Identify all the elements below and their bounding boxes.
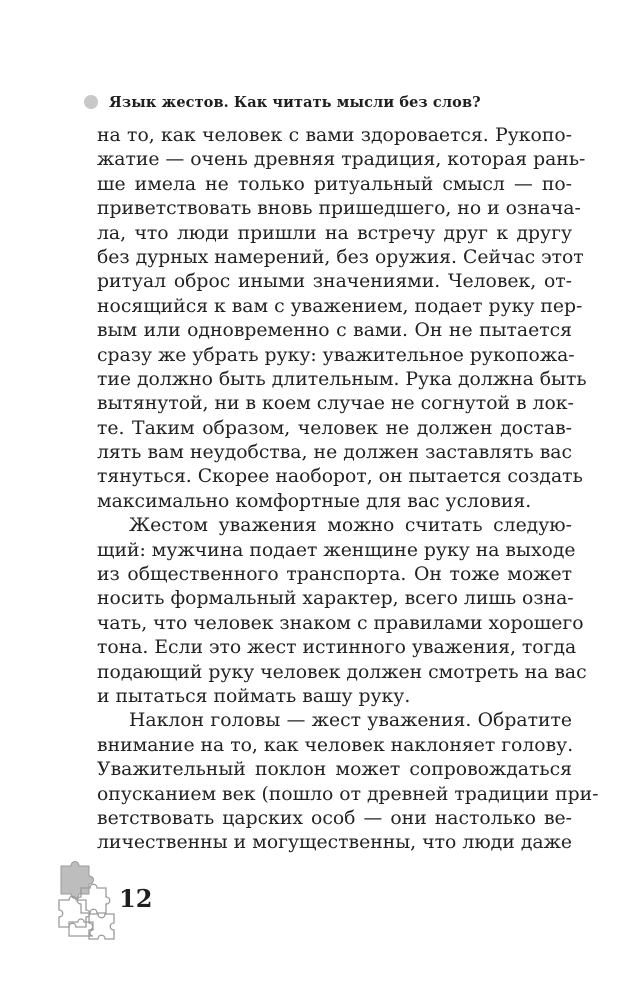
text-line: внимание на то, как человек наклоняет голову. — [97, 734, 574, 756]
text-line: ветствовать царских особ — они настолько ве- — [97, 807, 572, 829]
text-line: жатие — очень древняя традиция, которая рань- — [97, 149, 586, 171]
text-line: Уважительный поклон может сопровождаться — [97, 759, 572, 781]
text-line: Жестом уважения можно считать следую- — [129, 515, 572, 537]
text-line: тие должно быть длительным. Рука должна быть — [97, 368, 587, 390]
text-line: лять вам неудобства, не должен заставлять вас — [97, 442, 572, 464]
header-title: Язык жестов. Как читать мысли без слов? — [109, 93, 481, 111]
text-line: вытянутой, ни в коем случае не согнутой в лок- — [97, 393, 574, 415]
text-line: на то, как человек с вами здоровается. Рукопо- — [97, 125, 572, 146]
running-header — [84, 91, 481, 113]
text-line: из общественного транспорта. Он тоже может — [97, 564, 572, 586]
text-line: носящийся к вам с уважением, подает руку пер- — [97, 295, 583, 317]
text-line: тона. Если это жест истинного уважения, тогда — [97, 637, 577, 659]
text-line: те. Таким образом, человек не должен достав- — [97, 417, 572, 439]
text-line: личественны и могущественны, что люди даже — [97, 832, 572, 854]
text-line: ритуал оброс иными значениями. Человек, от- — [97, 271, 572, 293]
text-line: приветствовать вновь пришедшего, но и означа- — [97, 198, 581, 220]
text-line: подающий руку человек должен смотреть на вас — [97, 661, 587, 683]
header-bullet-icon — [84, 95, 98, 109]
text-line: щий: мужчина подает женщине руку на выходе — [97, 539, 576, 561]
text-line: ше имела не только ритуальный смысл — по- — [97, 173, 572, 195]
text-line: максимально комфортные для вас условия. — [97, 490, 532, 512]
text-line: Наклон головы — жест уважения. Обратите — [129, 710, 572, 732]
text-line: и пытаться поймать вашу руку. — [97, 685, 411, 707]
text-line: вым или одновременно с вами. Он не пытается — [97, 320, 572, 342]
text-line: носить формальный характер, всего лишь озна- — [97, 588, 574, 610]
text-line: опусканием век (пошло от древней традиции при- — [97, 783, 599, 805]
text-line: тянуться. Скорее наоборот, он пытается создать — [97, 466, 583, 488]
text-line: сразу же убрать руку: уважительное рукопожа- — [97, 344, 575, 366]
text-line: чать, что человек знаком с правилами хорошего — [97, 612, 584, 634]
body-text — [97, 124, 599, 856]
text-line: без дурных намерений, без оружия. Сейчас этот — [97, 246, 584, 268]
text-line: ла, что люди пришли на встречу друг к другу — [97, 222, 572, 244]
page-number: 12 — [119, 884, 153, 913]
